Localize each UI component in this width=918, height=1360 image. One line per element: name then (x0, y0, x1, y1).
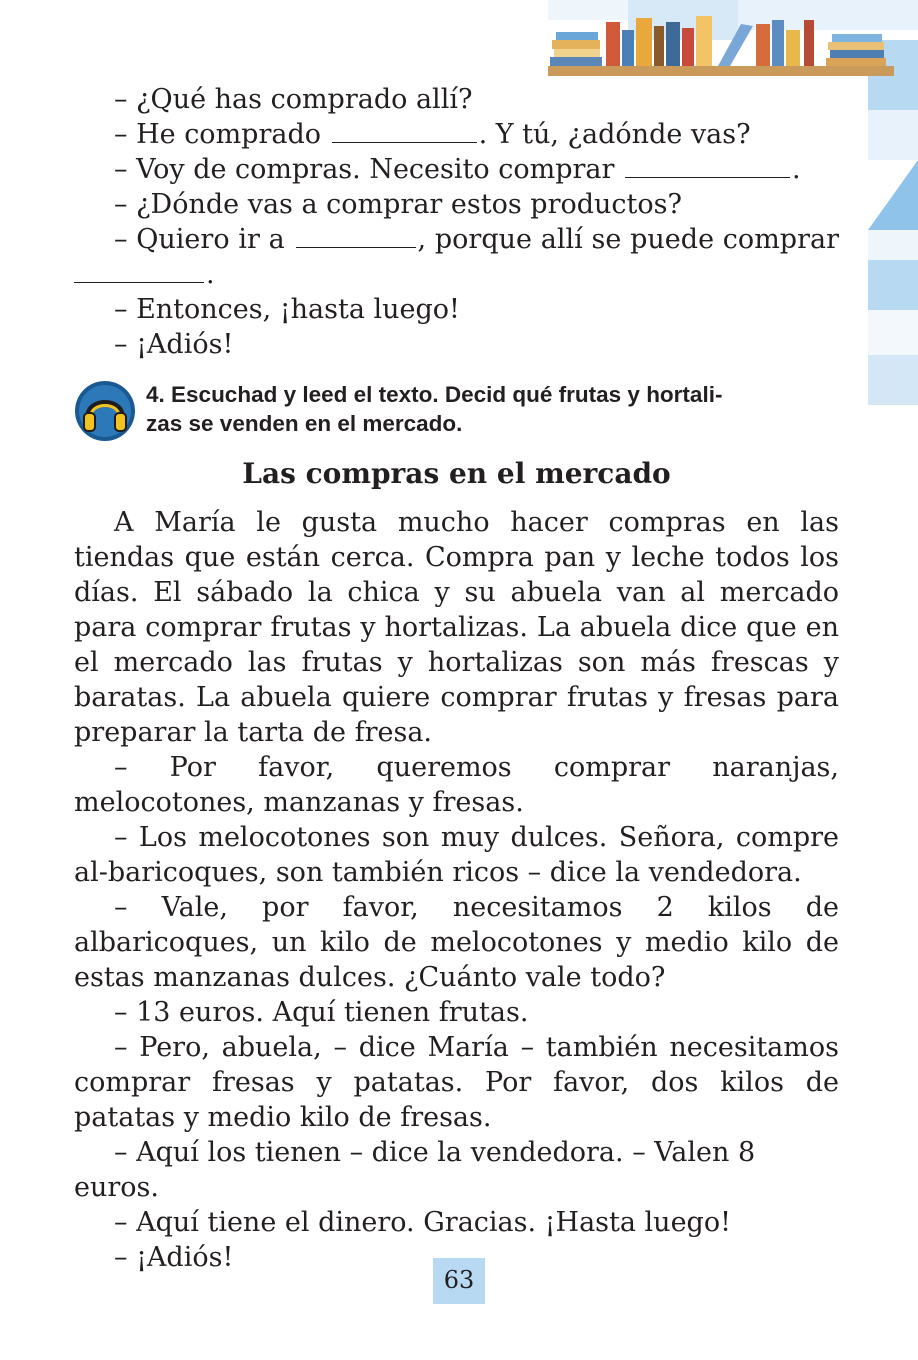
task-line (146, 380, 846, 409)
task-line: zas se venden en el mercado. (146, 411, 463, 436)
paragraph: – Vale, por favor, necesitamos 2 kilos de albaricoques, un kilo de melocotones y medio kilo de estas manzanas dulces. ¿Cuánto vale todo? (74, 892, 839, 993)
dialog-text: – Voy de compras. Necesito comprar (114, 154, 615, 185)
paragraph: – Los melocotones son muy dulces. Señora, compre al-baricoques, son también ricos – dice la vendedora. (74, 822, 839, 888)
dialog-text: – He comprado (114, 119, 321, 150)
task-text: Escuchad y leed el texto. Decid qué frutas y hortali- (171, 382, 723, 407)
page-number: 63 (433, 1258, 485, 1304)
dialog-line: – ¡Adiós! (114, 329, 234, 360)
dialog-line (74, 257, 839, 292)
dialog-text: . (206, 259, 215, 290)
dialog-text: , porque allí se puede comprar (417, 224, 839, 255)
headphones-icon (74, 380, 136, 442)
paragraph: – Aquí los tienen – dice la vendedora. – Valen 8 euros. (74, 1137, 756, 1203)
task-number: 4. (146, 382, 165, 407)
fill-in-blank (625, 177, 790, 178)
task-instruction (146, 380, 846, 438)
paragraph: – Aquí tiene el dinero. Gracias. ¡Hasta luego! (114, 1207, 731, 1238)
paragraph: – Pero, abuela, – dice María – también necesitamos comprar fresas y patatas. Por favor, dos kilos de patatas y medio kilo de fresas. (74, 1032, 839, 1133)
fill-in-blank (332, 142, 477, 143)
dialog-line: – ¿Qué has comprado allí? (114, 84, 473, 115)
fill-in-blank (296, 247, 416, 248)
dialog-text: – Quiero ir a (114, 224, 285, 255)
task-header (74, 380, 854, 440)
reading-text (74, 505, 839, 1275)
paragraph: – ¡Adiós! (114, 1242, 234, 1273)
fill-in-blank (74, 282, 204, 283)
paragraph: A María le gusta mucho hacer compras en las tiendas que están cerca. Compra pan y leche todos los días. El sábado la chica y su abuela van al mercado para comprar frutas y hortalizas. La abuela dice que en el mercado las frutas y hortalizas son más frescas y baratas. La abuela quiere comprar frutas y fresas para preparar la tarta de fresa. (74, 507, 839, 748)
paragraph: – Por favor, queremos comprar naranjas, melocotones, manzanas y fresas. (74, 752, 839, 818)
dialog-line (74, 117, 839, 152)
dialogue (74, 82, 839, 362)
dialog-text: . Y tú, ¿adónde vas? (478, 119, 751, 150)
dialog-line: – ¿Dónde vas a comprar estos productos? (114, 189, 682, 220)
reading-title: Las compras en el mercado (242, 457, 671, 490)
dialog-line (74, 222, 839, 257)
dialog-line: – Entonces, ¡hasta luego! (114, 294, 460, 325)
bookshelf-icon (548, 8, 896, 78)
paragraph: – 13 euros. Aquí tienen frutas. (114, 997, 529, 1028)
dialog-text: . (791, 154, 801, 185)
dialog-line (74, 152, 839, 187)
